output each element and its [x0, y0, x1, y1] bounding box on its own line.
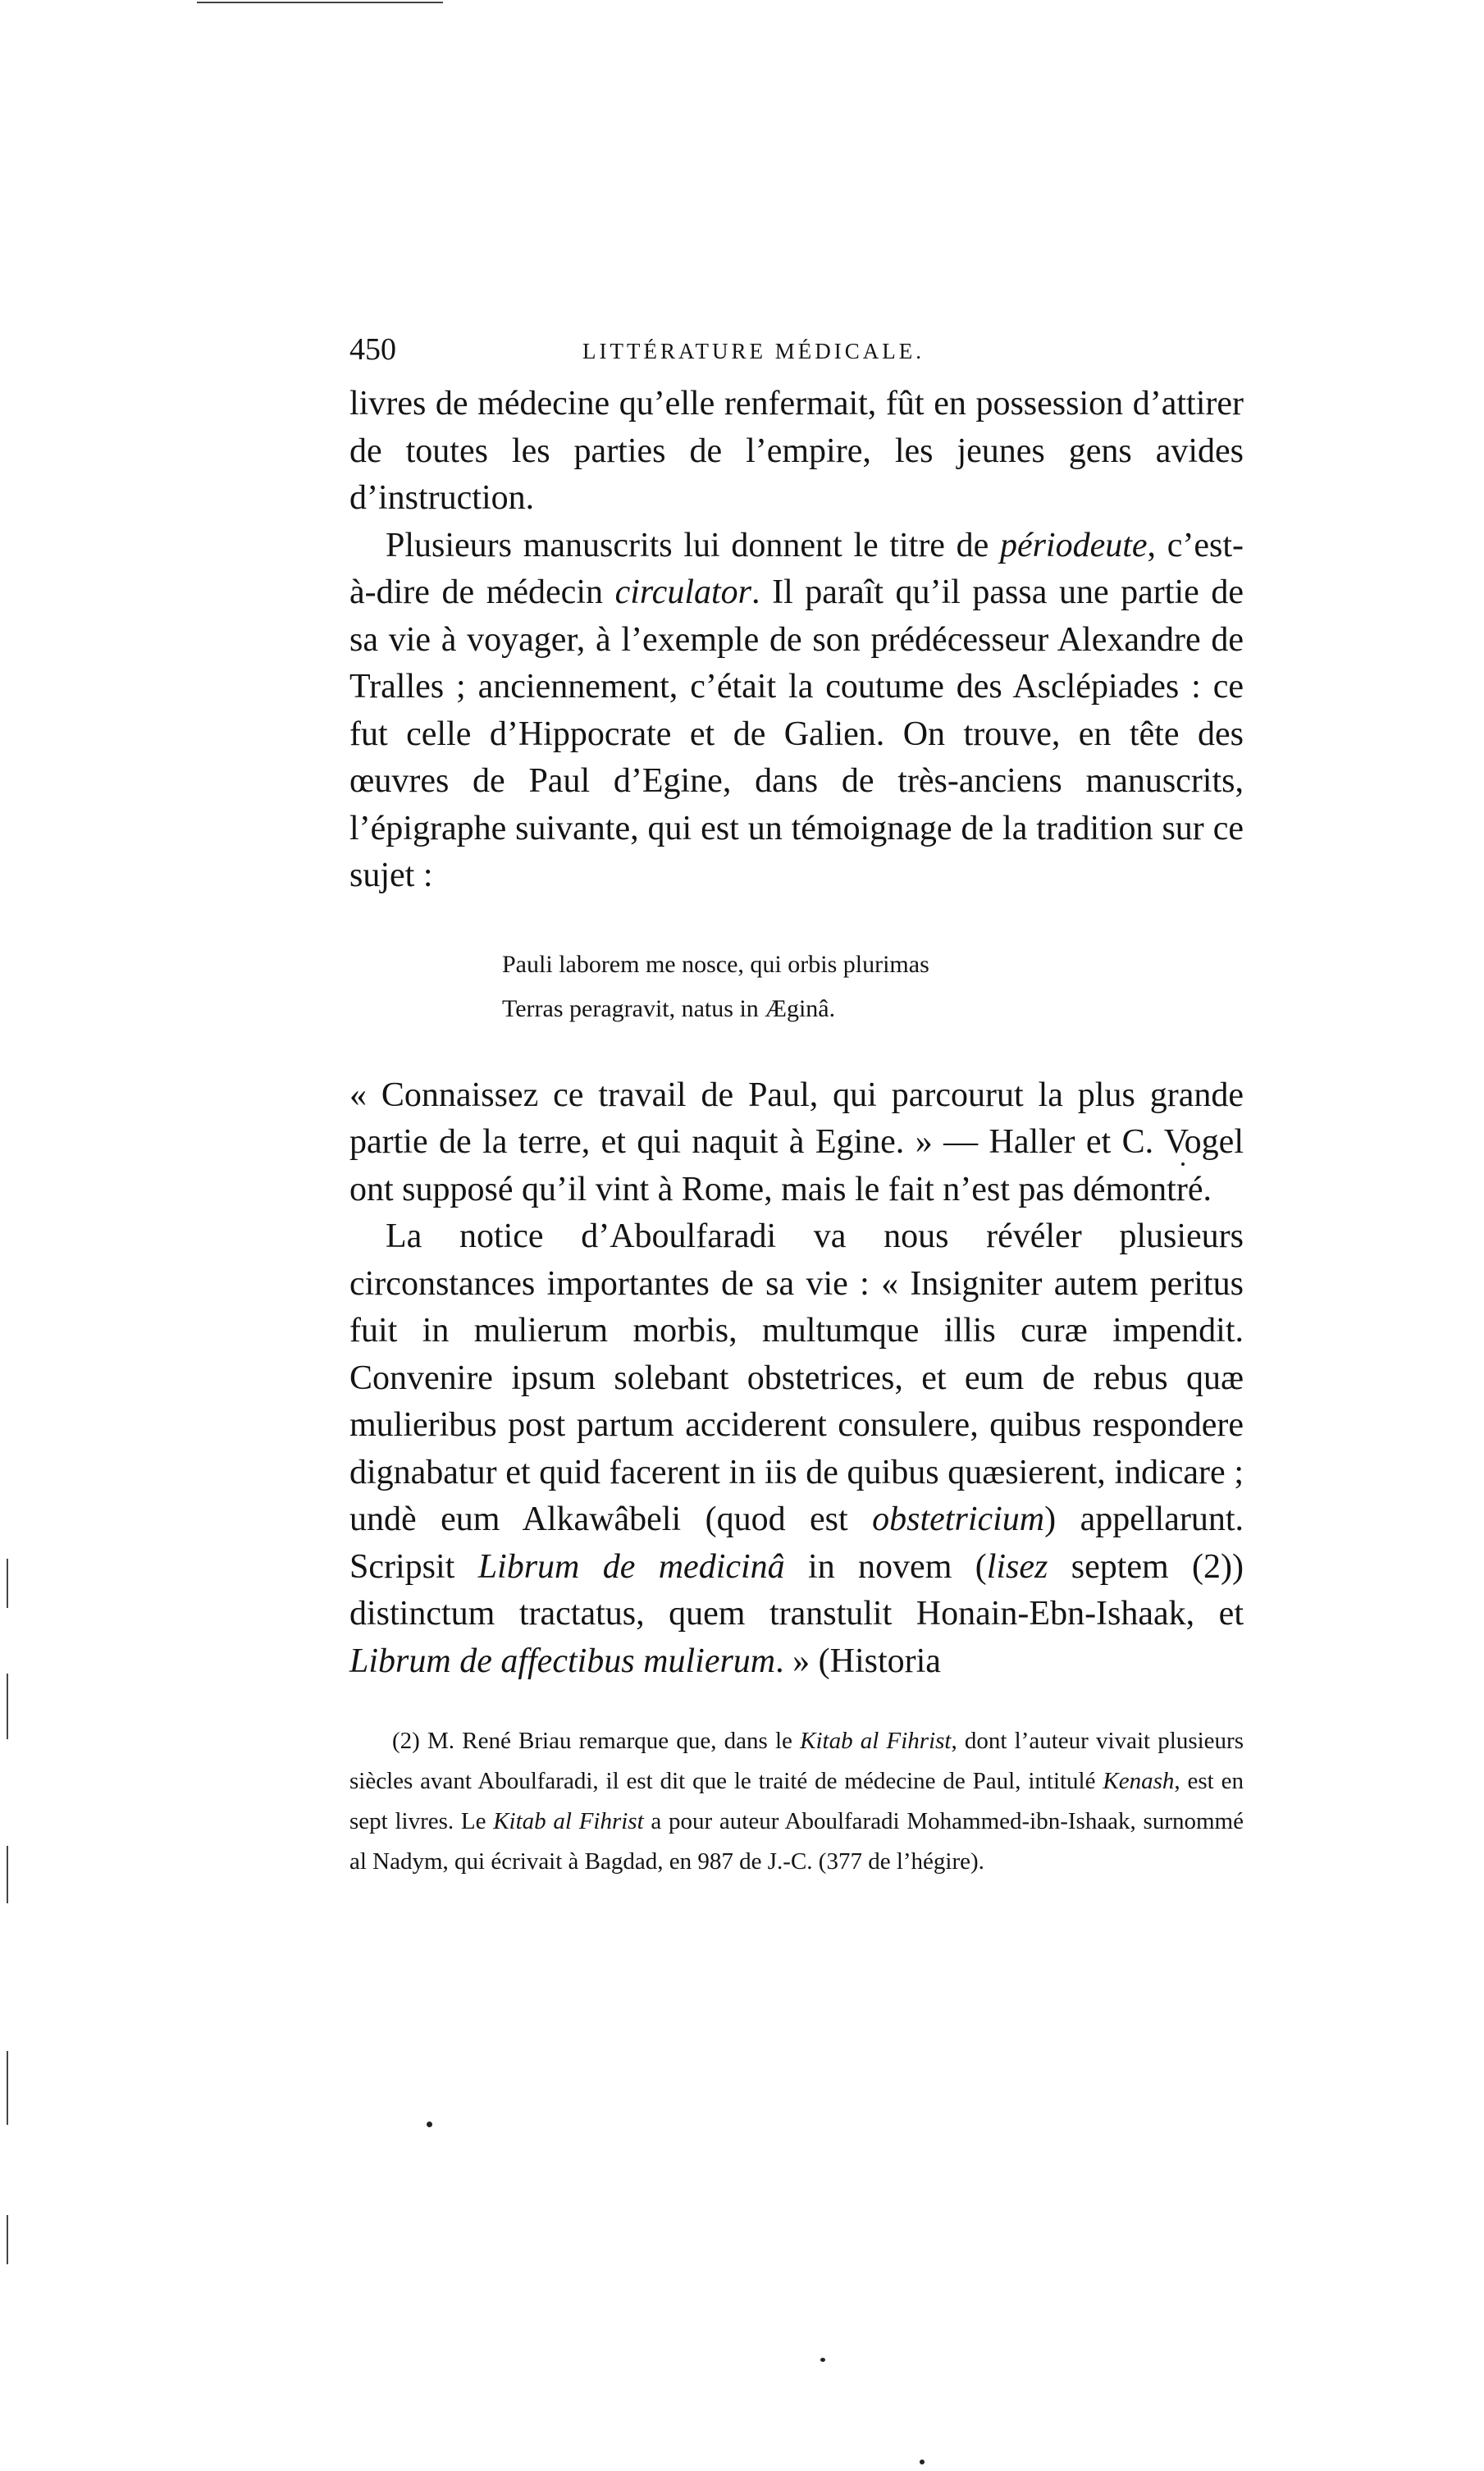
footnote-title-kitab-2: Kitab al Fihrist	[493, 1808, 644, 1834]
title-librum-de-affectibus: Librum de affectibus mulierum	[349, 1642, 776, 1680]
page-number: 450	[349, 332, 396, 367]
paragraph-1: livres de médecine qu’elle renfermait, fût en possession d’attirer de toutes les parties de l’empire, les jeunes gens avides d’instruction.	[349, 385, 1244, 517]
paragraph-4-text-1: La notice d’Aboulfaradi va nous révéler plusieurs circonstances importantes de sa vie : « Insigniter autem peritus fuit in mulierum morbis, multumque illis curæ impendit. Convenire ipsum solebant obstetrices, et eum de rebus quæ mulieribus post partum acciderent consulere, quibus respondere dignabatur et quid facerent in iis de quibus quæsierent, indicare ; undè eum Alkawâbeli (quod est	[349, 1217, 1244, 1538]
paragraph-2	[349, 523, 1244, 900]
running-title: LITTÉRATURE MÉDICALE.	[582, 339, 925, 363]
paragraph-3: « Connaissez ce travail de Paul, qui parcourut la plus grande partie de la terre, et qui naquit à Egine. » — Haller et C. Vogel ont supposé qu’il vint à Rome, mais le fait n’est pas démontré.	[349, 1076, 1244, 1208]
edge-mark-3	[7, 1846, 8, 1903]
title-librum-de-medicina: Librum de medicinâ	[477, 1547, 785, 1586]
epigraph-line-1: Pauli laborem me nosce, qui orbis plurimas	[502, 950, 929, 978]
paragraph-4	[349, 1213, 1244, 1685]
speck-3	[920, 2460, 925, 2464]
latin-epigraph	[502, 943, 1244, 1031]
speck-2	[820, 2358, 825, 2362]
term-periodeute: périodeute	[999, 526, 1148, 564]
edge-mark-1	[7, 1559, 8, 1608]
paragraph-4-text-2: ) appellarunt. Scripsit	[349, 1500, 1244, 1586]
term-obstetricium: obstetricium	[872, 1500, 1045, 1538]
term-lisez: lisez	[986, 1547, 1048, 1586]
edge-mark-5	[7, 2215, 8, 2264]
footnote	[349, 1721, 1244, 1882]
edge-mark-2	[7, 1674, 8, 1739]
paragraph-4-text-5: . » (Historia	[775, 1642, 941, 1680]
speck-1	[427, 2122, 432, 2127]
edge-mark-4	[7, 2051, 8, 2125]
epigraph-line-2: Terras peragravit, natus in Æginâ.	[502, 994, 836, 1022]
paragraph-2-text-2: , c’est-à-dire de médecin	[349, 526, 1244, 611]
page-header	[349, 330, 1252, 371]
paragraph-2-text-3: . Il paraît qu’il passa une partie de sa vie à voyager, à l’exemple de son prédécesseur Alexandre de Tralles ; anciennement, c’était la coutume des Asclépiades : ce fut celle d’Hippocrate et de Galien. On trouve, en tête des œuvres de Paul d’Egine, dans de très-anciens manuscrits, l’épigraphe suivante, qui est un témoignage de la tradition sur ce sujet :	[349, 573, 1244, 894]
paragraph-4-text-4: septem (2)) distinctum tractatus, quem transtulit Honain-Ebn-Ishaak, et	[349, 1547, 1244, 1633]
term-circulator: circulator	[614, 573, 751, 611]
footnote-text-2: , dont l’auteur vivait plusieurs siècles avant Aboulfaradi, il est dit que le traité de médecine de Paul, intitulé	[349, 1728, 1244, 1794]
footnote-term-kenash: Kenash	[1103, 1768, 1175, 1794]
footnote-text-4: a pour auteur Aboulfaradi Mohammed-ibn-Ishaak, surnommé al Nadym, qui écrivait à Bagdad, en 987 de J.-C. (377 de l’hégire).	[349, 1808, 1244, 1875]
footnote-text-1: (2) M. René Briau remarque que, dans le	[392, 1728, 801, 1754]
paragraph-2-text-1: Plusieurs manuscrits lui donnent le titre de	[386, 526, 1000, 564]
main-text	[349, 381, 1244, 1685]
footnote-title-kitab-1: Kitab al Fihrist	[800, 1728, 952, 1754]
footnote-text-3: , est en sept livres. Le	[349, 1768, 1244, 1834]
edge-mark-6	[197, 2, 443, 3]
speck-4	[1181, 1162, 1185, 1166]
paragraph-4-text-3: in novem (	[784, 1547, 987, 1586]
